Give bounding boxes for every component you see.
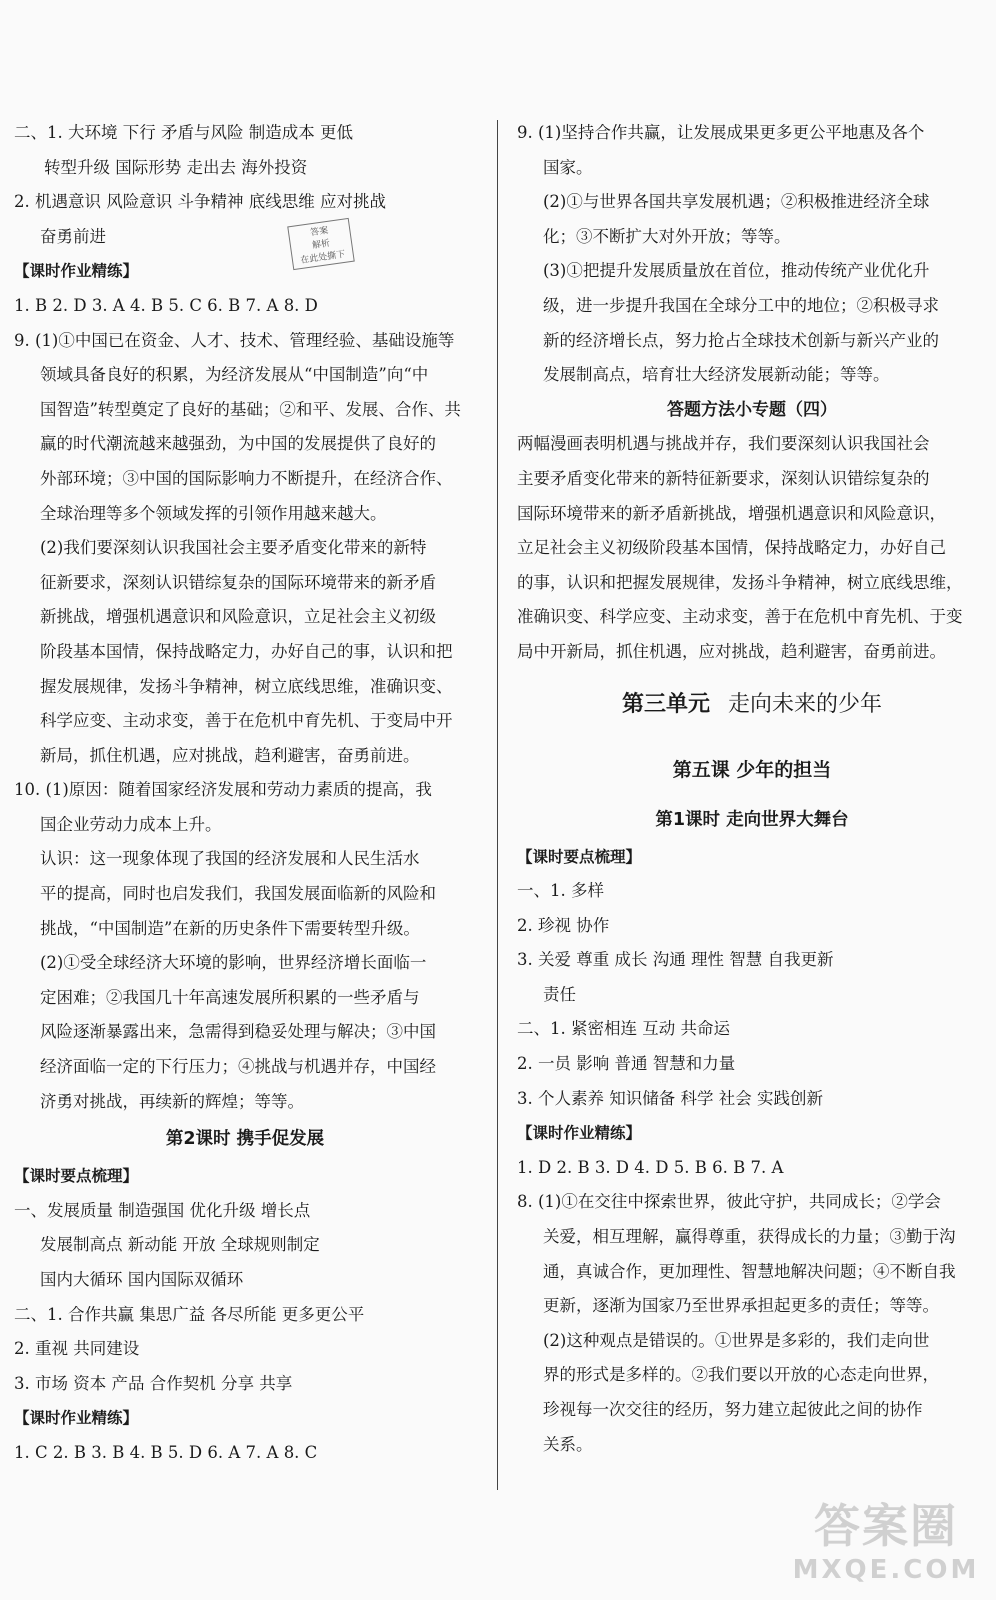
- stamp-mark: [287, 218, 355, 270]
- answer-line: 风险逐渐暴露出来，急需得到稳妥处理与解决；③中国: [40, 1022, 436, 1042]
- answer-line: 3. 关爱 尊重 成长 沟通 理性 智慧 自我更新: [517, 950, 834, 970]
- answer-line: 级，进一步提升我国在全球分工中的地位；②积极寻求: [543, 295, 939, 315]
- watermark-text: 答案圈: [814, 1499, 958, 1553]
- answer-line: 界的形式是多样的。②我们要以开放的心态走向世界，: [543, 1365, 939, 1385]
- answer-line: 通，真诚合作，更加理性、智慧地解决问题；④不断自我: [543, 1261, 956, 1281]
- section-heading: 【课时作业精练】: [517, 1124, 642, 1143]
- topic-line: 准确识变、科学应变、主动求变，善于在危机中育先机、于变: [517, 607, 963, 627]
- section-heading: 【课时要点梳理】: [517, 847, 642, 866]
- answer-line: 国智造”转型奠定了良好的基础；②和平、发展、合作、共: [40, 399, 461, 419]
- answer-line: 发展制高点，培育壮大经济发展新动能；等等。: [543, 365, 890, 385]
- answer-line: 新的经济增长点，努力抢占全球技术创新与新兴产业的: [543, 330, 939, 350]
- answer-line: (3)①把提升发展质量放在首位，推动传统产业优化升: [543, 261, 930, 281]
- answer-line: 定困难；②我国几十年高速发展所积累的一些矛盾与: [40, 987, 420, 1007]
- answer-line: 化；③不断扩大对外开放；等等。: [543, 226, 791, 246]
- answer-line: 握发展规律，发扬斗争精神，树立底线思维，准确识变、: [40, 676, 453, 696]
- answer-line: 一、发展质量 制造强国 优化升级 增长点: [14, 1200, 311, 1220]
- answer-line: 全球治理等多个领域发挥的引领作用越来越大。: [40, 503, 387, 523]
- answer-line: 认识：这一现象体现了我国的经济发展和人民生活水: [40, 849, 420, 869]
- topic-line: 立足社会主义初级阶段基本国情，保持战略定力，办好自己: [517, 538, 946, 558]
- watermark-logo: [786, 1496, 986, 1596]
- answer-line: 国家。: [543, 157, 593, 177]
- answer-line: (2)①受全球经济大环境的影响，世界经济增长面临一: [40, 953, 427, 973]
- answer-line: 奋勇前进: [40, 226, 106, 246]
- answer-line: 赢的时代潮流越来越强劲，为中国的发展提供了良好的: [40, 434, 436, 454]
- column-divider: [497, 120, 498, 1490]
- topic-line: 两幅漫画表明机遇与挑战并存，我们要深刻认识我国社会: [517, 434, 930, 454]
- answer-line: 关爱，相互理解，赢得尊重，获得成长的力量；③勤于沟: [543, 1227, 956, 1247]
- answer-line: 责任: [543, 984, 576, 1004]
- choice-answers: 1. B 2. D 3. A 4. B 5. C 6. B 7. A 8. D: [14, 295, 318, 315]
- answer-line: 领域具备良好的积累，为经济发展从“中国制造”向“中: [40, 365, 429, 385]
- answer-line: 2. 机遇意识 风险意识 斗争精神 底线思维 应对挑战: [14, 192, 386, 212]
- unit-title: 走向未来的少年: [728, 691, 883, 717]
- answer-line: 发展制高点 新动能 开放 全球规则制定: [40, 1235, 320, 1255]
- answer-line: 新挑战，增强机遇意识和风险意识，立足社会主义初级: [40, 607, 436, 627]
- answer-line: 济勇对挑战，再续新的辉煌；等等。: [40, 1091, 304, 1111]
- answer-line: 2. 一员 影响 普通 智慧和力量: [517, 1054, 736, 1074]
- answer-line: 外部环境；③中国的国际影响力不断提升，在经济合作、: [40, 468, 453, 488]
- answer-line: 转型升级 国际形势 走出去 海外投资: [44, 157, 308, 177]
- answer-line: 科学应变、主动求变，善于在危机中育先机、于变局中开: [40, 711, 453, 731]
- answer-line: (2)①与世界各国共享发展机遇；②积极推进经济全球: [543, 192, 930, 212]
- topic-title: 答题方法小专题（四）: [667, 399, 837, 420]
- stamp-text: 答案: [309, 225, 329, 239]
- answer-line: 国内大循环 国内国际双循环: [40, 1270, 244, 1289]
- answer-line: 平的提高，同时也启发我们，我国发展面临新的风险和: [40, 884, 436, 904]
- answer-line: 一、1. 多样: [517, 881, 604, 901]
- answer-line: 3. 市场 资本 产品 合作契机 分享 共享: [14, 1373, 293, 1393]
- answer-line: 二、1. 大环境 下行 矛盾与风险 制造成本 更低: [14, 123, 353, 142]
- period-title: 第2课时 携手促发展: [165, 1129, 325, 1150]
- section-heading: 【课时要点梳理】: [14, 1167, 139, 1186]
- answer-line: 10. (1)原因：随着国家经济发展和劳动力素质的提高，我: [14, 780, 432, 800]
- period-title: 第1课时 走向世界大舞台: [655, 809, 849, 830]
- answer-line: 9. (1)坚持合作共赢，让发展成果更多更公平地惠及各个: [517, 123, 925, 142]
- watermark-url: MXQE.COM: [792, 1555, 980, 1585]
- answer-line: 征新要求，深刻认识错综复杂的国际环境带来的新矛盾: [40, 572, 436, 592]
- topic-line: 国际环境带来的新矛盾新挑战，增强机遇意识和风险意识，: [517, 503, 946, 523]
- topic-line: 局中开新局，抓住机遇，应对挑战，趋利避害，奋勇前进。: [517, 641, 946, 661]
- choice-answers: 1. C 2. B 3. B 4. B 5. D 6. A 7. A 8. C: [14, 1442, 318, 1462]
- unit-label: 第三单元: [621, 691, 710, 717]
- answer-line: 更新，逐渐为国家乃至世界承担起更多的责任；等等。: [543, 1296, 939, 1316]
- unit-heading: [517, 670, 987, 740]
- answer-line: 关系。: [543, 1434, 593, 1454]
- topic-line: 主要矛盾变化带来的新特征新要求，深刻认识错综复杂的: [517, 468, 930, 488]
- answer-line: 8. (1)①在交往中探索世界，彼此守护，共同成长；②学会: [517, 1192, 941, 1212]
- section-heading: 【课时作业精练】: [14, 1409, 139, 1428]
- answer-line: 珍视每一次交往的经历，努力建立起彼此之间的协作: [543, 1400, 923, 1419]
- answer-line: 二、1. 合作共赢 集思广益 各尽所能 更多更公平: [14, 1304, 365, 1324]
- answer-line: (2)我们要深刻认识我国社会主要矛盾变化带来的新特: [40, 538, 427, 558]
- choice-answers: 1. D 2. B 3. D 4. D 5. B 6. B 7. A: [517, 1157, 784, 1177]
- stamp-text: 在此处撕下: [299, 249, 346, 266]
- stamp-text: 解析: [311, 238, 331, 252]
- section-heading: 【课时作业精练】: [14, 262, 139, 281]
- answer-line: 9. (1)①中国已在资金、人才、技术、管理经验、基础设施等: [14, 330, 455, 350]
- answer-line: 二、1. 紧密相连 互动 共命运: [517, 1019, 730, 1039]
- answer-line: 国企业劳动力成本上升。: [40, 814, 222, 834]
- topic-line: 的事，认识和把握发展规律，发扬斗争精神，树立底线思维，: [517, 572, 963, 592]
- lesson-title: 第五课 少年的担当: [672, 758, 832, 781]
- answer-line: 2. 珍视 协作: [517, 915, 610, 935]
- answer-line: 2. 重视 共同建设: [14, 1339, 140, 1359]
- answer-line: (2)这种观点是错误的。①世界是多彩的，我们走向世: [543, 1330, 930, 1350]
- left-column: [14, 116, 476, 1471]
- answer-line: 新局，抓住机遇，应对挑战，趋利避害，奋勇前进。: [40, 745, 420, 765]
- answer-line: 3. 个人素养 知识储备 科学 社会 实践创新: [517, 1088, 823, 1108]
- answer-line: 经济面临一定的下行压力；④挑战与机遇并存，中国经: [40, 1057, 436, 1077]
- answer-line: 挑战，“中国制造”在新的历史条件下需要转型升级。: [40, 918, 420, 938]
- right-column: [517, 116, 987, 1462]
- answer-line: 阶段基本国情，保持战略定力，办好自己的事，认识和把: [40, 641, 453, 661]
